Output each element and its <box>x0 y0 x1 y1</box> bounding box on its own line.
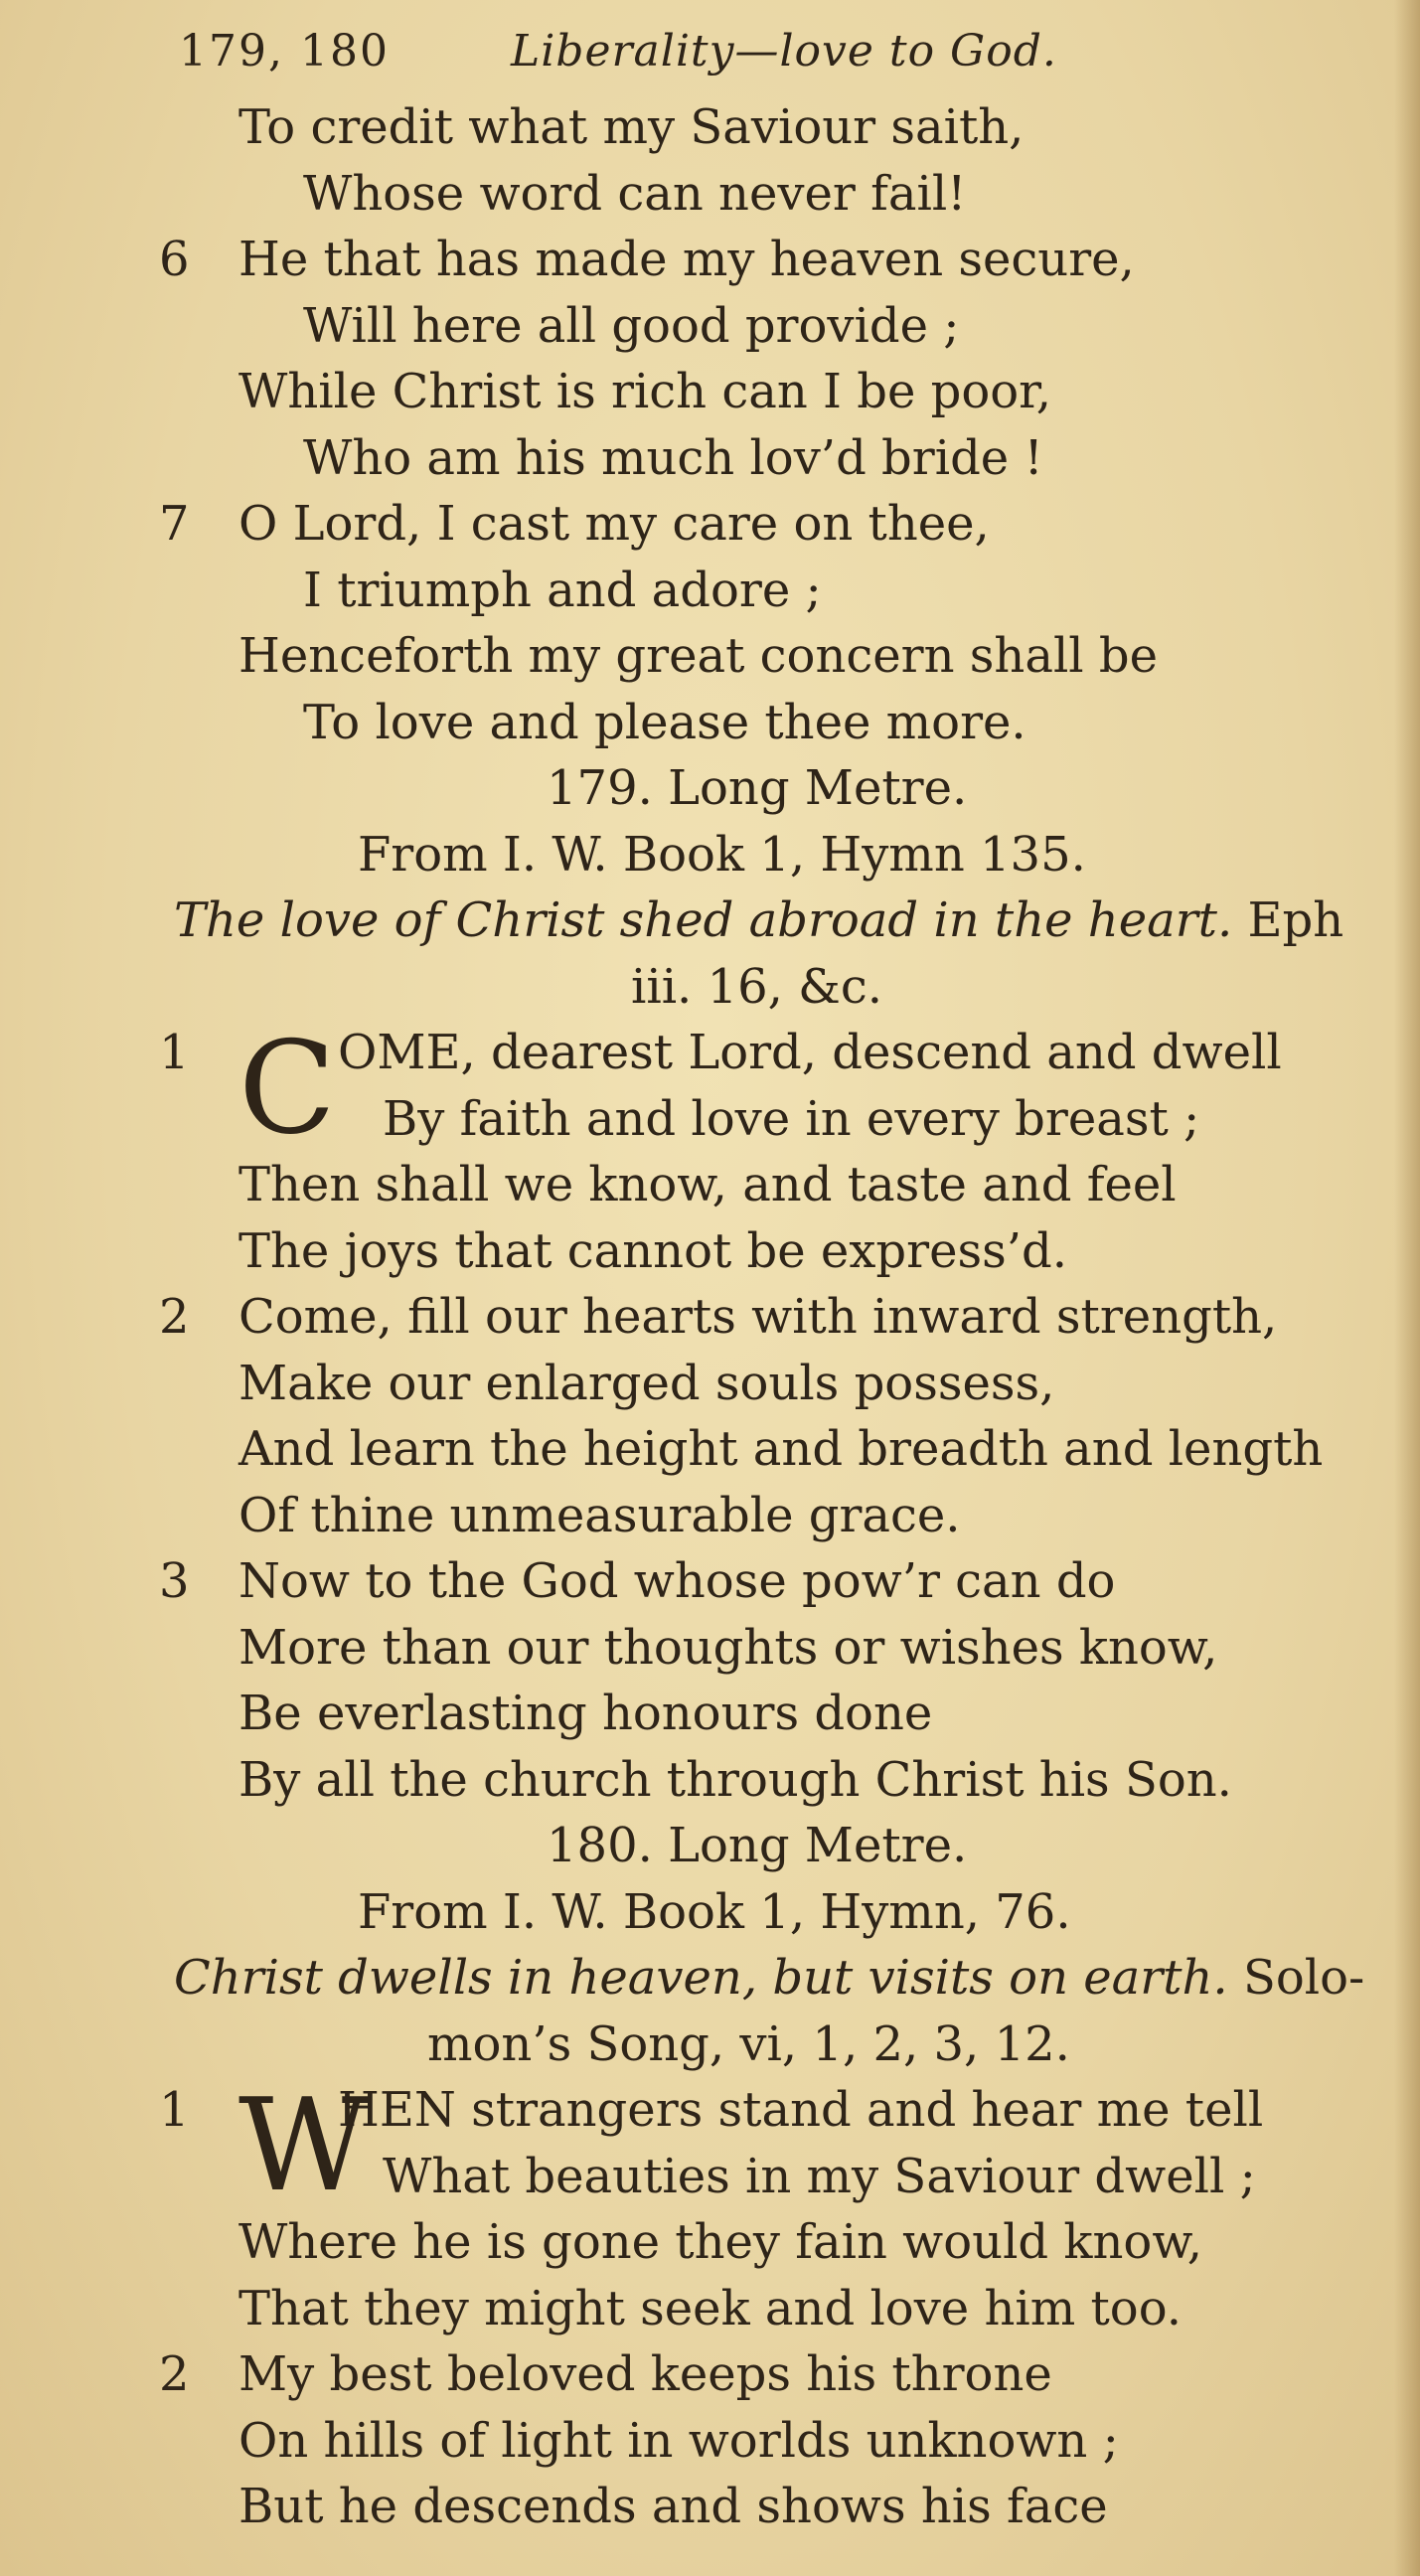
verse-line: 7 O Lord, I cast my care on thee, <box>169 491 1411 558</box>
hymn-subject: The love of Christ shed abroad in the heart. Eph <box>174 892 1344 948</box>
verse-number: 2 <box>159 1289 190 1345</box>
hymn-reference: iii. 16, &c. <box>631 958 883 1015</box>
verse-line: 1 C OME, dearest Lord, descend and dwell <box>159 1015 1282 1163</box>
running-header <box>179 22 1371 81</box>
verse-line: Will here all good provide ; <box>303 297 960 354</box>
verse-line: And learn the height and breadth and length <box>238 1421 1324 1477</box>
verse-line: To credit what my Saviour saith, <box>238 99 1025 155</box>
verse-number: 2 <box>159 2346 190 2402</box>
hymn-source: From I. W. Book 1, Hymn 135. <box>358 826 1086 883</box>
verse-line: 3 Now to the God whose pow’r can do <box>169 1548 1411 1615</box>
verse-line: More than our thoughts or wishes know, <box>238 1619 1218 1676</box>
drop-cap: C <box>238 1015 336 1163</box>
verse-line: Whose word can never fail! <box>303 165 967 222</box>
verse-number: 7 <box>159 496 190 552</box>
verse-line: On hills of light in worlds unknown ; <box>238 2412 1119 2469</box>
verse-number: 1 <box>159 2082 190 2138</box>
verse-line: 1 W HEN strangers stand and hear me tell <box>159 2072 1264 2220</box>
verse-line: By all the church through Christ his Son. <box>238 1751 1232 1808</box>
verse-line: The joys that cannot be express’d. <box>238 1222 1067 1279</box>
hymn-source: From I. W. Book 1, Hymn, 76. <box>358 1883 1071 1940</box>
hymn-heading: 180. Long Metre. <box>547 1818 968 1873</box>
verse-line: Of thine unmeasurable grace. <box>238 1487 961 1543</box>
verse-line: 2 Come, fill our hearts with inward strength, <box>169 1284 1411 1351</box>
running-title: Liberality—love to God. <box>511 26 1057 77</box>
page-body <box>159 94 1411 2569</box>
verse-line: While Christ is rich can I be poor, <box>238 364 1052 419</box>
hymn-subject: Christ dwells in heaven, but visits on earth. Solo- <box>174 1950 1365 2006</box>
hymn-heading: 179. Long Metre. <box>547 760 968 816</box>
verse-number: 3 <box>159 1553 190 1609</box>
verse-line: 2 My best beloved keeps his throne <box>169 2341 1411 2408</box>
verse-number: 6 <box>159 232 190 287</box>
verse-line: Be everlasting honours done <box>238 1686 933 1741</box>
verse-line: Then shall we know, and taste and feel <box>238 1157 1177 1212</box>
verse-line: To love and please thee more. <box>303 694 1026 750</box>
verse-line: Make our enlarged souls possess, <box>238 1355 1055 1411</box>
verse-line: Henceforth my great concern shall be <box>238 628 1159 684</box>
verse-line: That they might seek and love him too. <box>238 2280 1183 2336</box>
verse-line: Who am his much lov’d bride ! <box>303 429 1043 486</box>
drop-cap: W <box>238 2072 370 2220</box>
verse-line: By faith and love in every breast ; <box>383 1090 1200 1147</box>
page-numbers: 179, 180 <box>179 26 390 77</box>
verse-line: I triumph and adore ; <box>303 562 822 618</box>
hymn-reference: mon’s Song, vi, 1, 2, 3, 12. <box>427 2015 1070 2072</box>
verse-line: 6 He that has made my heaven secure, <box>169 227 1411 293</box>
verse-line: Where he is gone they fain would know, <box>238 2214 1202 2270</box>
verse-number: 1 <box>159 1025 190 1080</box>
verse-line: What beauties in my Saviour dwell ; <box>383 2148 1256 2204</box>
verse-line: But he descends and shows his face <box>238 2479 1108 2534</box>
